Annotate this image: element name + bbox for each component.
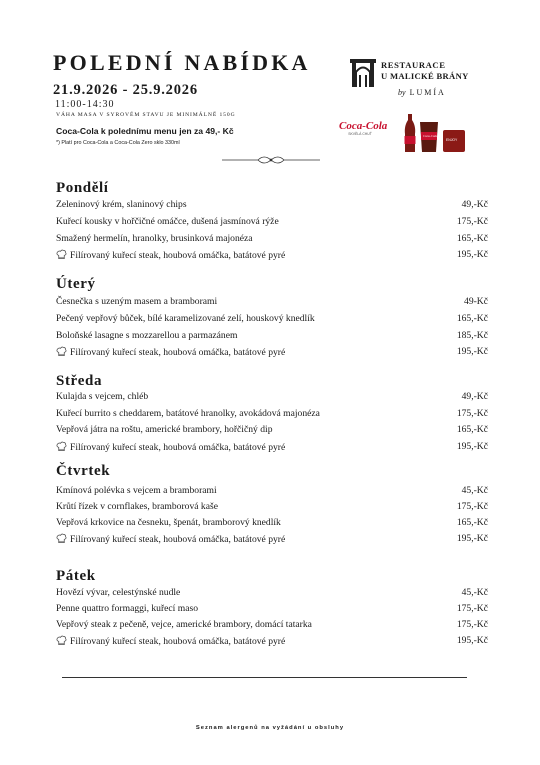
menu-item-name: Vepřová játra na roštu, americké brambory, hořčičný dip (56, 424, 273, 435)
menu-item-price: 195,-Kč (456, 441, 488, 452)
menu-item (56, 216, 488, 230)
menu-item-price: 195,-Kč (456, 249, 488, 260)
chef-hat-icon (56, 249, 67, 260)
menu-dates: 21.9.2026 - 25.9.2026 (53, 82, 198, 98)
menu-item (56, 330, 488, 344)
logo-line-1: RESTAURACE (381, 60, 446, 70)
menu-item-price: 175,-Kč (456, 216, 488, 227)
bottom-divider (62, 677, 467, 678)
menu-item-price: 165,-Kč (456, 424, 488, 435)
menu-item-name-with-chef (56, 346, 285, 358)
coca-cola-promo: Coca-Cola k polednímu menu jen za 49,- Kč (56, 126, 234, 136)
menu-item (56, 346, 488, 360)
menu-item-name: Filírovaný kuřecí steak, houbová omáčka, batátové pyré (70, 250, 286, 261)
menu-item-price: 195,-Kč (456, 346, 488, 357)
menu-item (56, 296, 488, 310)
chef-hat-icon (56, 635, 67, 646)
menu-item-price: 175,-Kč (456, 501, 488, 512)
menu-item-price: 49-Kč (464, 296, 488, 307)
day-heading-thursday: Čtvrtek (56, 463, 111, 479)
menu-item-name-with-chef (56, 533, 285, 545)
menu-item-price: 175,-Kč (456, 408, 488, 419)
menu-item-name: Filírovaný kuřecí steak, houbová omáčka, batátové pyré (70, 636, 286, 647)
menu-item-name: Kmínová polévka s vejcem a bramborami (56, 485, 217, 496)
menu-item (56, 391, 488, 405)
chef-hat-icon (56, 441, 67, 452)
coca-cola-bottle-label: Coca-Cola (423, 134, 437, 138)
menu-item-price: 165,-Kč (456, 233, 488, 244)
menu-item (56, 501, 488, 515)
coca-cola-glass-label: ENJOY (446, 138, 458, 142)
menu-item-name: Pečený vepřový bůček, bílé karamelizované zelí, houskový knedlík (56, 313, 315, 324)
gate-icon (349, 58, 377, 88)
menu-item (56, 441, 488, 455)
day-heading-monday: Pondělí (56, 180, 109, 196)
menu-item (56, 485, 488, 499)
menu-item (56, 533, 488, 547)
menu-item-price: 175,-Kč (456, 619, 488, 630)
serving-hours: 11:00-14:30 (55, 99, 115, 110)
menu-item (56, 635, 488, 649)
menu-item-price: 45,-Kč (461, 485, 488, 496)
coca-cola-logo-text: Coca-Cola (339, 120, 388, 132)
menu-item (56, 313, 488, 327)
menu-item-name: Hovězí vývar, celestýnské nudle (56, 587, 181, 598)
menu-item-name-with-chef (56, 441, 285, 453)
menu-item (56, 199, 488, 213)
menu-item-name: Kulajda s vejcem, chléb (56, 391, 149, 402)
day-heading-wednesday: Středa (56, 373, 103, 389)
meat-weight-note: VÁHA MASA V SYROVÉM STAVU JE MINIMÁLNĚ 150G (56, 112, 236, 118)
coca-cola-tagline: SKVĚLÁ CHUŤ (348, 132, 372, 136)
menu-item (56, 587, 488, 601)
menu-item-price: 175,-Kč (456, 603, 488, 614)
menu-item-price: 49,-Kč (461, 199, 488, 210)
day-heading-tuesday: Úterý (56, 276, 96, 292)
coca-cola-bottle-image (398, 108, 468, 154)
menu-item (56, 233, 488, 247)
menu-item (56, 517, 488, 531)
menu-item-price: 45,-Kč (461, 587, 488, 598)
menu-item-name: Boloňské lasagne s mozzarellou a parmazánem (56, 330, 238, 341)
menu-item-name: Penne quattro formaggi, kuřecí maso (56, 603, 198, 614)
menu-item-price: 195,-Kč (456, 533, 488, 544)
chef-hat-icon (56, 346, 67, 357)
menu-item-name: Zeleninový krém, slaninový chips (56, 199, 187, 210)
day-heading-friday: Pátek (56, 568, 96, 584)
menu-item-name: Kuřecí burrito s cheddarem, batátové hranolky, avokádová majonéza (56, 408, 320, 419)
menu-item-name-with-chef (56, 249, 285, 261)
menu-item-name: Filírovaný kuřecí steak, houbová omáčka, batátové pyré (70, 534, 286, 545)
logo-by: by (398, 88, 406, 97)
menu-item (56, 249, 488, 263)
menu-item-price: 49,-Kč (461, 391, 488, 402)
menu-item-name: Filírovaný kuřecí steak, houbová omáčka, batátové pyré (70, 347, 286, 358)
page-title: POLEDNÍ NABÍDKA (53, 50, 311, 75)
logo-brand: LUMÍA (409, 88, 446, 97)
menu-item (56, 424, 488, 438)
menu-item-name: Smažený hermelín, hranolky, brusinková majonéza (56, 233, 253, 244)
menu-item-name: Kuřecí kousky v hořčičné omáčce, dušená jasmínová rýže (56, 216, 279, 227)
menu-item-price: 185,-Kč (456, 330, 488, 341)
coca-cola-promo-note: *) Platí pro Coca-Cola a Coca-Cola Zero sklo 330ml (56, 140, 180, 146)
menu-item-price: 165,-Kč (456, 313, 488, 324)
ornament-divider (222, 153, 320, 167)
allergen-note: Seznam alergenů na vyžádání u obsluhy (195, 725, 345, 731)
menu-item-name: Česnečka s uzeným masem a bramborami (56, 296, 218, 307)
menu-item (56, 408, 488, 422)
menu-item-name: Filírovaný kuřecí steak, houbová omáčka, batátové pyré (70, 442, 286, 453)
menu-item-name: Vepřový steak z pečeně, vejce, americké brambory, domácí tatarka (56, 619, 312, 630)
menu-item-name-with-chef (56, 635, 285, 647)
menu-item-name: Vepřová krkovice na česneku, špenát, bramborový knedlík (56, 517, 281, 528)
menu-item-price: 195,-Kč (456, 635, 488, 646)
logo-line-2: U MALICKÉ BRÁNY (381, 71, 469, 81)
chef-hat-icon (56, 533, 67, 544)
menu-item (56, 603, 488, 617)
menu-item (56, 619, 488, 633)
menu-item-price: 165,-Kč (456, 517, 488, 528)
logo-by-line (398, 88, 446, 97)
menu-item-name: Krůtí řízek v cornflakes, bramborová kaše (56, 501, 218, 512)
coca-cola-logo (339, 120, 388, 150)
